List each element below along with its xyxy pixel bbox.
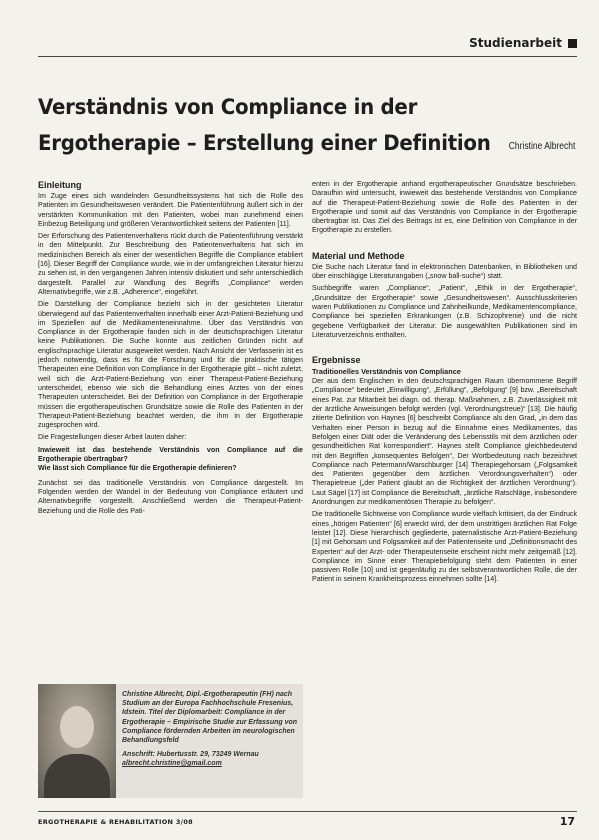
author-info-box (38, 684, 303, 798)
intro-paragraph: Die Darstellung der Compliance bezieht sich in der gesichteten Literatur überwiegend auf das Patientenverhalten innerhalb einer Arzt-Patient-Beziehung und im Speziellen auf die Medikamenteneinnahme. Über das Verständnis von Compliance in der Ergotherapie fanden sich in der deutschsprachigen Literatur keine Publikationen. Die Suche konnte aus zeitlichen Gründen nicht auf englischsprachige Literatur ausgeweitet werden. Nach Ansicht der Verfasserin ist es jedoch notwendig, dass es für die Forschung und für die praktische tätigen Therapeuten eine Definition von Compliance in der Ergotherapie gibt – nicht zuletzt, weil sich die Arzt-Patient-Beziehung von einer Therapeut-Patient-Beziehung unterscheidet, ebenso wie sich die Behandlung eines Arztes von der eines Therapeuten unterscheidet. Bei der Definition von Compliance in der Ergotherapie müssen die ergotherapeutischen Grundsätze sowie die Rolle des Patienten in der Therapeut-Patient-Beziehung beachtet werden, die ihm in der Ergotherapie zugesprochen wird. (38, 300, 303, 430)
methods-heading: Material und Methode (312, 250, 405, 261)
section-square-icon (568, 39, 577, 48)
results-paragraph: Die traditionelle Sichtweise von Compliance wurde vielfach kritisiert, da der Eindruck eines „hörigen Patienten“ [6] erweckt wird, der dem unstrittigen ärztlichen Rat Folge leistet [12]. Diese hierarchisch gegliederte, paternalistische Arzt-Patient-Beziehung [1] mit Gehorsam und Folgsamkeit auf der Patientenseite und „Definitionsmacht des Experten“ auf der Arzt- oder Therapeutenseite erscheint nicht mehr zeitgemäß [12]. Compliance im Sinne einer Therapiebefolgung steht dem Patienten in einer passiven Rolle [10] und ist gegenläufig zu der selbstverantwortlichen Rolle, die der Patient in seinem Krankheitsprozess einnehmen sollte [14]. (312, 510, 577, 584)
traditional-subheading: Traditionelles Verständnis von Compliance (312, 367, 461, 377)
left-column (38, 180, 303, 519)
section-label (469, 36, 577, 50)
method-overview-paragraph: Zunächst sei das traditionelle Verständnis von Compliance dargestellt. Im Folgenden werden der Wandel in der Bedeutung von Compliance erläutert und Alternativbegriffe vorgestellt. Anschließend werden die Therapeut-Patient-Beziehung und die Rolle des Pati- (38, 478, 303, 515)
results-paragraph: Der aus dem Englischen in den deutschsprachigen Raum übernommene Begriff „Compliance“ bedeutet „Einwilligung“, „Erfüllung“, „Befolgung“ [9] bzw. „Bereitschaft eines Pat. zur Mitarbeit bei diagn. od. therap. Maßnahmen, z.B. Zuverlässigkeit mit der ärztliche Anweisungen befolgt werden (vgl. Verordnungstreue)“ [13]. Die häufig zitierte Definition von Haynes [6] beschreibt Compliance als den Grad, „in dem das Verhalten einer Person in bezug auf die Einnahme eines Medikamentes, das Befolgen einer Diät oder die Veränderung des Lebensstils mit dem ärztlichen oder gesundheitlichen Rat korrespondiert“. Haynes stellt Compliance gleichbedeutend mit den Begriffen „konsequentes Befolgen“, Der Wortbedeutung nach bezeichnet Compliance nach Petermann/Warschburger [14] Therapiegehorsam („Folgsamkeit des Patienten gegenüber dem ärztlichen Verordnungsverhalten“) oder Therapietreue („der Patient glaubt an die Richtigkeit der ärztlichen Verordnung“). Laut Sägel [17] ist Compliance die Bereitschaft, „ärztliche Ratschläge, insbesondere Anordnungen zur medikamentösen Therapie zu befolgen“. (312, 377, 577, 507)
methods-paragraph: Suchbegriffe waren „Compliance“, „Patient“, „Ethik in der Ergotherapie“, „Grundsätze der Ergotherapie“ sowie „Gesundheitswesen“. Ausschlusskriterien waren Publikationen zu Compliance und Zahnheilkunde, Medikamentencompliance, Compliance bei speziellen Erkrankungen (z.B. Schizophrenie) und die nicht gegebene Verfügbarkeit der Literatur. Die ausgewählten Publikationen sind im Literaturverzeichnis enthalten. (312, 284, 577, 339)
research-question: Wie lässt sich Compliance für die Ergotherapie definieren? (38, 464, 237, 473)
intro-heading: Einleitung (38, 180, 82, 190)
author-address: Anschrift: Hubertusstr. 29, 73249 Wernau (122, 751, 259, 759)
intro-paragraph: Der Erforschung des Patientenverhaltens rückt durch die Patientenführung verstärkt in den Mittelpunkt. Zur Beschreibung des Patientenverhaltens hat sich im medizinischen Bereich als einer der wesentlichen Begriffe die Compliance etabliert [16]. Dieser Begriff der Compliance wurde, wie in der umfangreichen Literatur hierzu zu sehen ist, in den vergangenen Jahren intensiv diskutiert und sehr unterschiedlich dargestellt. Parallel zur Wandlung des Begriffs „Compliance“ werden Alternativbegriffe, wie z.B. „Adherence“, eingeführt. (38, 232, 303, 296)
author-bio (122, 690, 298, 769)
right-column (312, 180, 577, 588)
research-question: Inwieweit ist das bestehende Verständnis von Compliance auf die Ergotherapie übertragbar? (38, 445, 303, 464)
research-questions (38, 446, 303, 474)
page-number: 17 (559, 815, 575, 828)
journal-name: ERGOTHERAPIE & REHABILITATION 3/08 (38, 818, 193, 826)
article-title: Verständnis von Compliance in der Ergotherapie – Erstellung einer Definition (38, 95, 491, 156)
author-email-link[interactable]: albrecht.christine@gmail.com (122, 760, 222, 768)
intro-paragraph: Im Zuge eines sich wandelnden Gesundheitssystems hat sich die Rolle des Patienten im Gesundheitswesen verändert. Die Patientenführung äußert sich in der verstärkten Kommunikation mit den Patienten, wobei man zunehmend einen Einbezug Beteiligung und größeren Verantwortlichkeit seitens der Patienten [11]. (38, 192, 303, 228)
section-label-text: Studienarbeit (469, 36, 562, 50)
author-bio-text: Christine Albrecht, Dipl.-Ergotherapeutin (FH) nach Studium an der Europa Fachhochschule Fresenius, Idstein. Titel der Diplomarbeit: Compliance in der Ergotherapie – Empirische Studie zur Erfassung von Compliance fördernden Arbeiten im neurologischen Behandlungsfeld (122, 691, 298, 745)
author-name: Christine Albrecht (508, 141, 575, 152)
methods-paragraph: Die Suche nach Literatur fand in elektronischen Datenbanken, in Bibliotheken und über einschlägige Literaturangaben („snow ball-suche“) statt. (312, 262, 577, 281)
questions-intro: Die Fragestellungen dieser Arbeit lauten daher: (38, 433, 187, 442)
continued-paragraph: enten in der Ergotherapie anhand ergotherapeutischer Grundsätze beschrieben. Daraufhin wird untersucht, inwieweit das bestehende Verständnis von Compliance auf die Therapeut-Patient-Beziehung sowie die Rolle des Patienten in der Ergotherapie und somit auf das Verständnis von Compliance in der Ergotherapie übertragbar ist. Das Ziel des Beitrags ist es, eine Definition von Compliance in der Ergotherapie zu erstellen. (312, 180, 577, 235)
header-rule (38, 56, 577, 57)
footer-rule (38, 811, 577, 812)
results-heading: Ergebnisse (312, 355, 361, 366)
author-photo (38, 684, 116, 798)
